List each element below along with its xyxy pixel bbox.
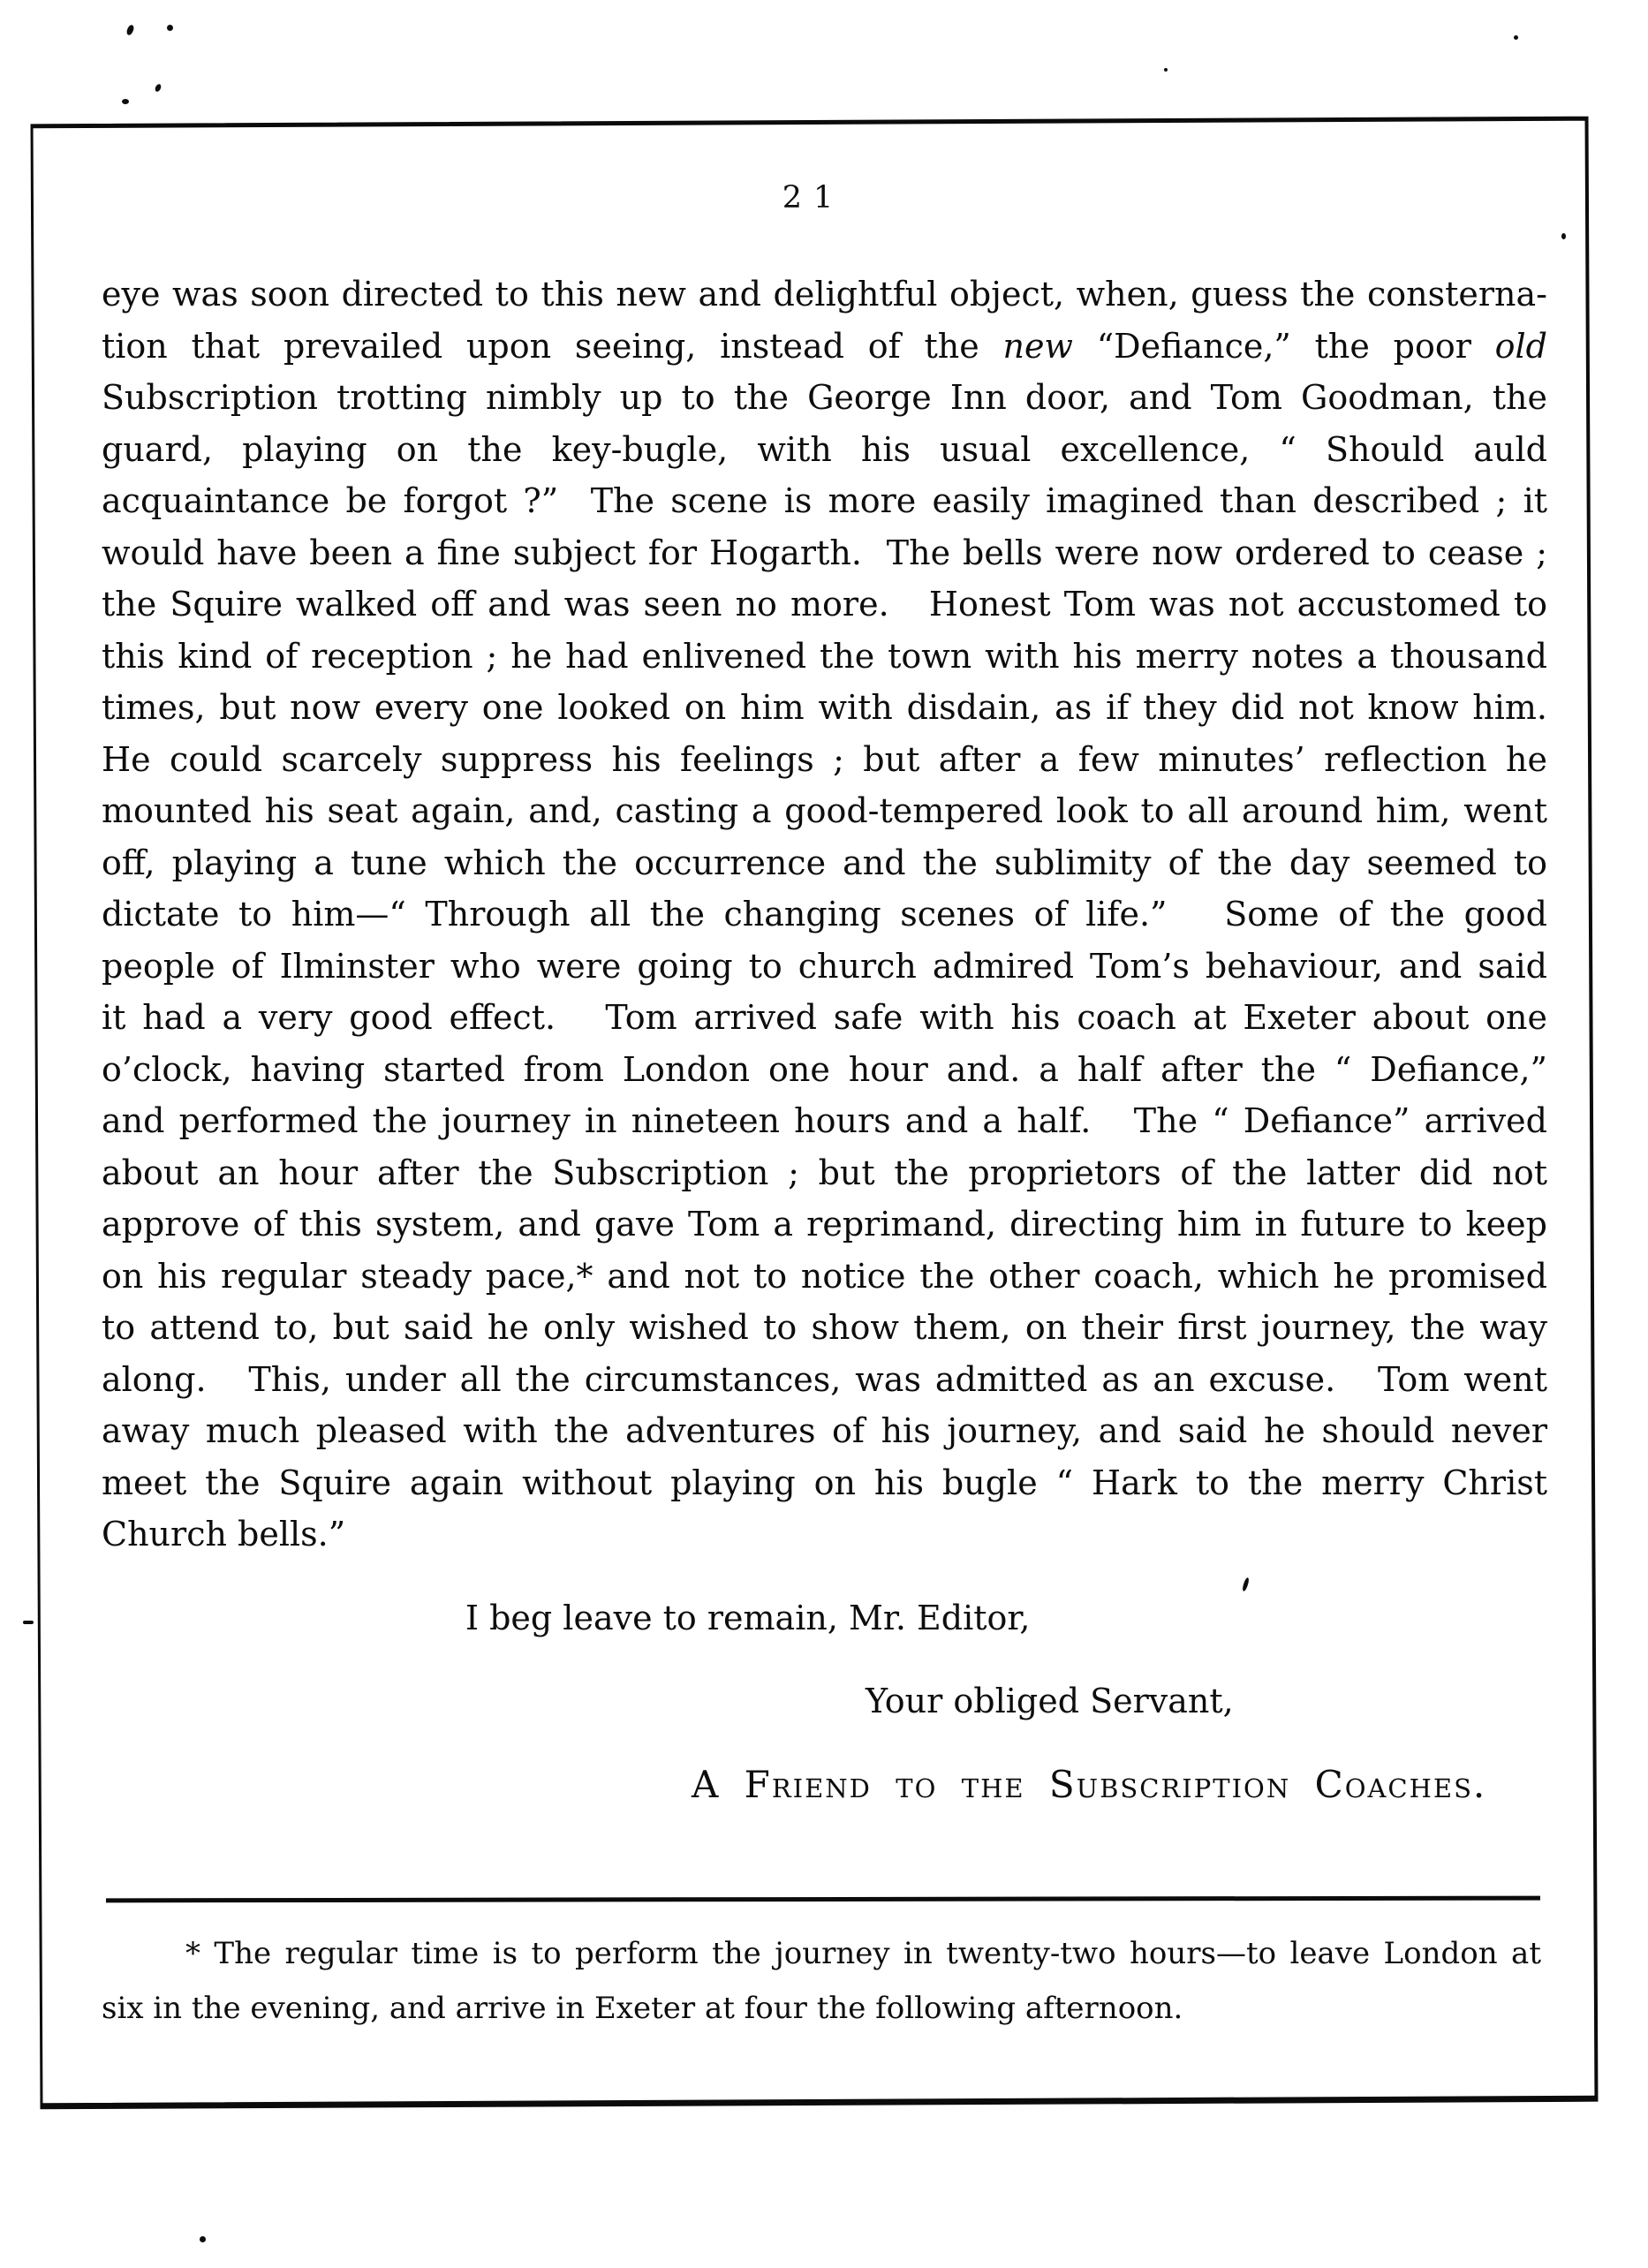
body-line bbox=[102, 734, 1547, 786]
body-line-segment: o’clock, having started from London one hour and. a half after the “ Defiance,” bbox=[102, 1049, 1547, 1089]
body-line-segment: to attend to, but said he only wished to show them, on their first journey, the way bbox=[102, 1308, 1547, 1347]
body-line bbox=[102, 1044, 1547, 1096]
body-line-segment: on his regular steady pace,* and not to notice the other coach, which he promised bbox=[102, 1256, 1547, 1296]
body-line bbox=[102, 1251, 1547, 1303]
footnote-line: six in the evening, and arrive in Exeter at four the following afternoon. bbox=[102, 1991, 1183, 2026]
body-line-segment: times, but now every one looked on him with disdain, as if they did not know him. bbox=[102, 688, 1547, 727]
ink-speck bbox=[155, 83, 162, 92]
body-line bbox=[102, 372, 1547, 424]
closing-signature: A Friend to the Subscription Coaches. bbox=[692, 1763, 1487, 1806]
footnote bbox=[102, 1926, 1541, 2036]
body-line-segment: along. This, under all the circumstances, was admitted as an excuse. Tom went bbox=[102, 1359, 1547, 1399]
ink-speck bbox=[122, 99, 129, 104]
closing-salutation: I beg leave to remain, Mr. Editor, bbox=[465, 1599, 1031, 1637]
ink-speck bbox=[126, 24, 135, 35]
body-line-segment: and performed the journey in nineteen hours and a half. The “ Defiance” arrived bbox=[102, 1101, 1547, 1140]
body-line bbox=[102, 682, 1547, 734]
body-line-segment-italic: old bbox=[1494, 326, 1547, 366]
body-line bbox=[102, 475, 1547, 527]
body-line-segment: “Defiance,” the poor bbox=[1072, 326, 1495, 366]
body-line-segment: off, playing a tune which the occurrence and the sublimity of the day seemed to bbox=[102, 843, 1547, 882]
body-line bbox=[102, 1354, 1547, 1406]
body-line bbox=[102, 631, 1547, 683]
ink-speck bbox=[200, 2236, 206, 2242]
body-line bbox=[102, 578, 1547, 631]
ink-speck bbox=[1514, 35, 1518, 40]
ink-speck bbox=[1561, 233, 1566, 239]
body-line bbox=[102, 1198, 1547, 1251]
ink-speck bbox=[23, 1621, 34, 1624]
body-line bbox=[102, 321, 1547, 373]
page-number: 21 bbox=[782, 180, 845, 215]
body-line-segment: eye was soon directed to this new and delightful object, when, guess the consterna- bbox=[102, 275, 1547, 314]
body-line-segment: people of Ilminster who were going to church admired Tom’s behaviour, and said bbox=[102, 946, 1547, 986]
body-line bbox=[102, 888, 1547, 941]
ink-speck bbox=[167, 25, 173, 31]
body-line bbox=[102, 837, 1547, 889]
body-line-segment: mounted his seat again, and, casting a good-tempered look to all around him, went bbox=[102, 791, 1547, 830]
body-line-segment: guard, playing on the key-bugle, with his usual excellence, “ Should auld bbox=[102, 429, 1547, 469]
body-line-segment: it had a very good effect. Tom arrived safe with his coach at Exeter about one bbox=[102, 998, 1547, 1037]
body-line-segment: tion that prevailed upon seeing, instead of the bbox=[102, 326, 1003, 366]
body-line bbox=[102, 941, 1547, 993]
body-line-segment: this kind of reception ; he had enlivened the town with his merry notes a thousand bbox=[102, 636, 1547, 676]
body-line-segment: approve of this system, and gave Tom a reprimand, directing him in future to keep bbox=[102, 1205, 1547, 1244]
body-line bbox=[102, 1508, 1547, 1561]
body-line bbox=[102, 1302, 1547, 1354]
body-line-segment: about an hour after the Subscription ; but the proprietors of the latter did not bbox=[102, 1153, 1547, 1192]
body-line-segment: acquaintance be forgot ?” The scene is more easily imagined than described ; it bbox=[102, 481, 1547, 520]
body-line-segment: dictate to him—“ Through all the changing scenes of life.” Some of the good bbox=[102, 895, 1547, 934]
body-text bbox=[102, 268, 1547, 1561]
body-line-segment: would have been a fine subject for Hogarth. The bells were now ordered to cease ; bbox=[102, 533, 1547, 572]
body-line-segment: Church bells.” bbox=[102, 1515, 346, 1554]
body-line bbox=[102, 1457, 1547, 1509]
body-line-segment: away much pleased with the adventures of his journey, and said he should never bbox=[102, 1411, 1547, 1450]
footnote-line: * The regular time is to perform the journey in twenty-two hours—to leave London at bbox=[185, 1936, 1541, 1971]
body-line bbox=[102, 268, 1547, 321]
body-line bbox=[102, 527, 1547, 579]
body-line bbox=[102, 424, 1547, 476]
body-line bbox=[102, 992, 1547, 1044]
closing-valediction: Your obliged Servant, bbox=[866, 1682, 1234, 1720]
body-line bbox=[102, 785, 1547, 837]
body-line-segment: Subscription trotting nimbly up to the George Inn door, and Tom Goodman, the bbox=[102, 378, 1547, 417]
body-line bbox=[102, 1405, 1547, 1457]
ink-speck bbox=[1164, 68, 1168, 72]
body-line bbox=[102, 1147, 1547, 1199]
body-line bbox=[102, 1095, 1547, 1147]
body-line-segment: meet the Squire again without playing on his bugle “ Hark to the merry Christ bbox=[102, 1463, 1547, 1502]
body-line-segment: the Squire walked off and was seen no more. Honest Tom was not accustomed to bbox=[102, 585, 1547, 624]
body-line-segment: He could scarcely suppress his feelings ; but after a few minutes’ reflection he bbox=[102, 739, 1547, 779]
body-line-segment-italic: new bbox=[1002, 326, 1073, 366]
